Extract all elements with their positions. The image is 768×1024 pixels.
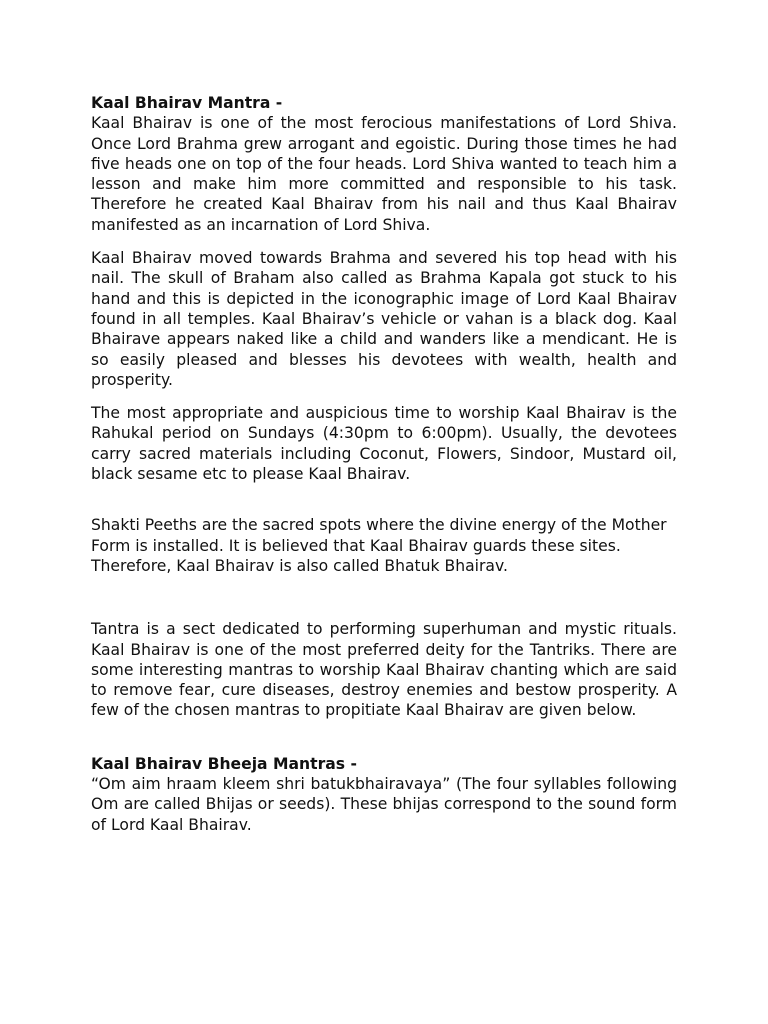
paragraph-bheeja-mantra: “Om aim hraam kleem shri batukbhairavaya” (The four syllables following Om are called Bhijas or seeds). These bhijas correspond to the sound form of Lord Kaal Bhairav. bbox=[91, 775, 677, 834]
section-heading-kaal-bhairav-mantra: Kaal Bhairav Mantra - bbox=[91, 94, 283, 112]
document-page bbox=[91, 93, 677, 835]
paragraph-tantra: Tantra is a sect dedicated to performing superhuman and mystic rituals. Kaal Bhairav is one of the most preferred deity for the Tantriks. There are some interesting mantras to worship Kaal Bhairav chanting which are said to remove fear, cure diseases, destroy enemies and bestow prosperity. A few of the chosen mantras to propitiate Kaal Bhairav are given below. bbox=[91, 620, 677, 720]
paragraph-shakti-peeths: Shakti Peeths are the sacred spots where the divine energy of the Mother Form is installed. It is believed that Kaal Bhairav guards these sites. Therefore, Kaal Bhairav is also called Bhatuk Bhairav. bbox=[91, 516, 667, 575]
paragraph-worship-time: The most appropriate and auspicious time to worship Kaal Bhairav is the Rahukal period on Sundays (4:30pm to 6:00pm). Usually, the devotees carry sacred materials including Coconut, Flowers, Sindoor, Mustard oil, black sesame etc to please Kaal Bhairav. bbox=[91, 404, 677, 484]
section-heading-bheeja-mantras: Kaal Bhairav Bheeja Mantras - bbox=[91, 754, 357, 773]
paragraph-origin: Kaal Bhairav is one of the most ferocious manifestations of Lord Shiva. Once Lord Brahma grew arrogant and egoistic. During those times he had five heads one on top of the four heads. Lord Shiva wanted to teach him a lesson and make him more committed and responsible to his task. Therefore he created Kaal Bhairav from his nail and thus Kaal Bhairav manifested as an incarnation of Lord Shiva. bbox=[91, 114, 677, 234]
paragraph-brahma-kapala: Kaal Bhairav moved towards Brahma and severed his top head with his nail. The skull of Braham also called as Brahma Kapala got stuck to his hand and this is depicted in the iconographic image of Lord Kaal Bhairav found in all temples. Kaal Bhairav’s vehicle or vahan is a black dog. Kaal Bhairave appears naked like a child and wanders like a mendicant. He is so easily pleased and blesses his devotees with wealth, health and prosperity. bbox=[91, 249, 677, 389]
